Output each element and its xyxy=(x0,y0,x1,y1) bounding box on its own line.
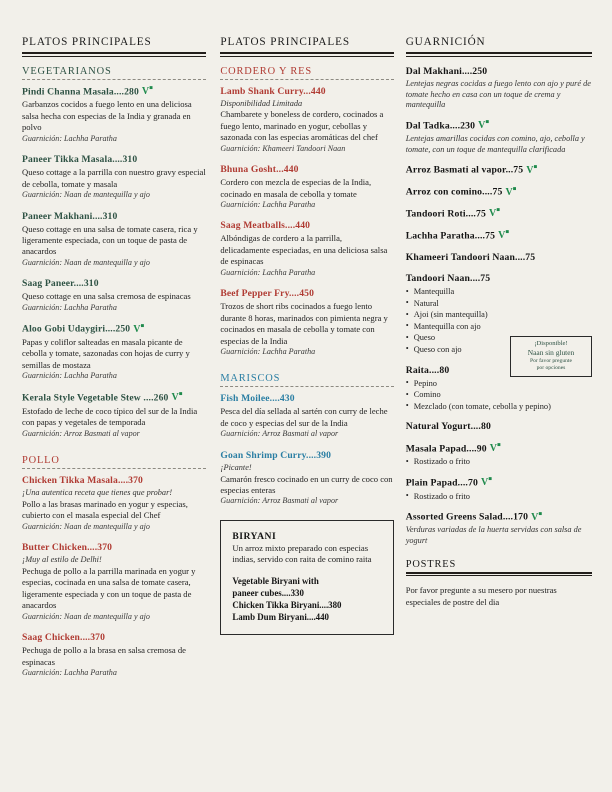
menu-item-name: Lamb Shank Curry...440 xyxy=(220,85,326,97)
menu-item-name: Paneer Tikka Masala....310 xyxy=(22,154,138,166)
menu-item-garnish: Guarnición: Lachha Paratha xyxy=(220,346,316,356)
menu-item-name: Khameeri Tandoori Naan....75 xyxy=(405,251,536,263)
menu-item-garnish: Guarnición: Naan de mantequilla y ajo xyxy=(22,611,150,621)
menu-item-garnish: Guarnición: Arroz Basmati al vapor xyxy=(22,428,140,438)
menu-item-description: Chambarete y boneless de cordero, cocinados a fuego lento, marinado en yogur, cebollas y sazonada con las especias aromáticas del chef xyxy=(220,109,384,143)
menu-item-name: Plain Papad....70 V■ xyxy=(405,477,492,489)
menu-item xyxy=(406,120,592,155)
gluten-free-callout xyxy=(510,336,592,377)
menu-item-garnish: Guarnición: Naan de mantequilla y ajo xyxy=(22,521,150,531)
header-rule xyxy=(22,52,206,57)
menu-item xyxy=(220,393,393,439)
menu-item-note: Disponibilidad Limitada xyxy=(220,98,303,108)
column-1-sections xyxy=(22,66,206,679)
menu-item-garnish: Guarnición: Lachha Paratha xyxy=(22,371,117,381)
menu-item-garnish: Guarnición: Naan de mantequilla y ajo xyxy=(22,190,150,200)
callout-line-1: ¡Disponible! xyxy=(534,340,568,347)
menu-item-note: ¡Muy al estilo de Delhi! xyxy=(22,555,102,565)
option-item: • Rostizado o frito xyxy=(406,456,592,468)
menu-item-name: Lachha Paratha....75 V■ xyxy=(405,229,509,242)
option-item: • Mantequilla con ajo xyxy=(406,321,592,333)
postres-text: Por favor pregunte a su mesero por nuestras especiales de postre del dia xyxy=(405,585,557,607)
menu-item xyxy=(406,66,592,111)
menu-item xyxy=(22,154,206,200)
menu-item-name: Aloo Gobi Udaygiri....250 V■ xyxy=(22,323,145,335)
menu-item-description: Camarón fresco cocinado en un curry de coco con especias enteras xyxy=(220,473,393,495)
column-main-dishes-veg-chicken xyxy=(22,36,220,688)
menu-item-description: Pesca del día sellada al sartén con curry de leche de coco y especias del sur de la India xyxy=(220,406,388,428)
menu-item-name: Arroz con comino....75 V■ xyxy=(405,186,517,198)
menu-item xyxy=(406,208,592,221)
menu-item-garnish: Guarnición: Lachha Paratha xyxy=(22,133,117,143)
menu-columns xyxy=(22,36,592,688)
vegetarian-icon: V■ xyxy=(531,511,542,523)
biryani-title: BIRYANI xyxy=(232,530,277,542)
option-item: • Rostizado o frito xyxy=(406,491,592,503)
menu-item-garnish: Guarnición: Lachha Paratha xyxy=(22,667,117,677)
menu-item-note: Verduras variadas de la huerta servidas con salsa de yogurt xyxy=(405,525,582,546)
option-item: • Ajoi (sin mantequilla) xyxy=(406,309,592,321)
header-rule xyxy=(406,52,592,57)
menu-item-note: Lentejas negras cocidas a fuego lento con ajo y puré de tomate hecho en casa con un toque de crema y mantequilla xyxy=(405,78,591,110)
option-item: • Pepino xyxy=(406,378,592,390)
vegetarian-icon: V■ xyxy=(171,391,183,404)
menu-item-description: Queso cottage en una salsa de tomate casera, rica y ligeramente especiada, con un toque de pasta de anacardos xyxy=(22,223,198,257)
biryani-description: Un arroz mixto preparado con especias indias, servido con raita de comino raita xyxy=(232,542,372,565)
menu-item xyxy=(22,211,206,269)
column-3-header: GUARNICIÓN xyxy=(405,36,486,48)
option-item: • Queso xyxy=(406,332,592,344)
menu-item-name: Chicken Tikka Masala....370 xyxy=(22,475,143,487)
postres-header: POSTRES xyxy=(405,558,457,570)
menu-item-name: Natural Yogurt....80 xyxy=(405,421,491,433)
menu-item xyxy=(406,164,592,177)
menu-item-name: Pindi Channa Masala....280 V■ xyxy=(22,85,153,97)
column-2-header: PLATOS PRINCIPALES xyxy=(220,36,350,48)
menu-item xyxy=(220,220,393,278)
menu-item-description: Queso cottage a la parrilla con nuestro gravy especial de cebolla, tomate y masala xyxy=(22,167,206,189)
vegetarian-icon: V■ xyxy=(133,323,145,335)
menu-item xyxy=(22,278,206,313)
menu-item-name: Paneer Makhani....310 xyxy=(22,210,118,222)
menu-item-garnish: Guarnición: Naan de mantequilla y ajo xyxy=(22,257,150,267)
menu-item xyxy=(220,450,393,507)
menu-item xyxy=(406,186,592,199)
menu-item-garnish: Guarnición: Khameeri Tandoori Naan xyxy=(220,143,346,153)
menu-item-name: Tandoori Naan....75 xyxy=(405,272,491,284)
column-2-sections xyxy=(220,66,393,507)
menu-item-garnish: Guarnición: Lachha Paratha xyxy=(22,302,117,312)
menu-item xyxy=(22,86,206,145)
menu-item-name: Masala Papad....90 V■ xyxy=(405,442,501,454)
menu-item-name: Beef Pepper Fry....450 xyxy=(220,288,315,300)
option-item: • Queso con ajo xyxy=(406,344,592,356)
menu-item-description: Papas y coliflor salteadas en masala picante de cebolla y tomate, sazonadas con hojas de curry y semillas de mostaza xyxy=(22,337,190,370)
menu-item xyxy=(22,323,206,382)
biryani-item: Chicken Tikka Biryani....380 xyxy=(232,600,342,611)
menu-item-garnish: Guarnición: Lachha Paratha xyxy=(220,199,316,209)
menu-item xyxy=(406,252,592,264)
menu-item xyxy=(406,421,592,433)
menu-item xyxy=(22,632,206,678)
menu-item-options xyxy=(406,491,592,503)
menu-item-description: Albóndigas de cordero a la parrilla, delicadamente especiadas, en una deliciosa salsa de espinacas xyxy=(220,233,388,267)
column-main-dishes-meat-seafood xyxy=(220,36,405,635)
menu-item-options xyxy=(406,378,592,413)
menu-item xyxy=(220,86,393,155)
menu-item xyxy=(220,288,393,357)
section-header: MARISCOS xyxy=(220,373,281,385)
menu-item xyxy=(220,164,393,210)
biryani-item: paneer cubes....330 xyxy=(232,588,304,599)
menu-item-options xyxy=(406,456,592,468)
vegetarian-icon: V■ xyxy=(141,85,153,97)
callout-line-2: Naan sin gluten xyxy=(527,348,575,358)
vegetarian-icon: V■ xyxy=(498,229,509,242)
menu-item-name: Kerala Style Vegetable Stew ....260 V■ xyxy=(22,391,183,404)
menu-item-name: Tandoori Roti....75 V■ xyxy=(405,208,500,220)
menu-item-name: Fish Moilee....430 xyxy=(220,393,295,405)
callout-line-4: por opciones xyxy=(536,364,566,371)
menu-item-garnish: Guarnición: Lachha Paratha xyxy=(220,267,316,277)
sides-item-list xyxy=(406,66,592,547)
vegetarian-icon: V■ xyxy=(505,186,517,198)
menu-item-name: Saag Paneer....310 xyxy=(22,278,99,290)
menu-item-name: Dal Tadka....230 V■ xyxy=(405,120,489,132)
section-header: POLLO xyxy=(22,455,60,467)
menu-item-name: Raita....80 xyxy=(405,364,450,376)
menu-item xyxy=(22,542,206,622)
vegetarian-icon: V■ xyxy=(489,442,501,454)
menu-item-note: ¡Una autentica receta que tienes que probar! xyxy=(22,488,173,498)
menu-item-description: Pechuga de pollo a la brasa en salsa cremosa de espinacas xyxy=(22,645,186,667)
menu-item-name: Goan Shrimp Curry....390 xyxy=(220,449,332,461)
vegetarian-icon: V■ xyxy=(480,477,492,489)
menu-item-description: Trozos de short ribs cocinados a fuego lento durante 8 horas, marinados con pimienta negra y cocinados en masala de cebolla y tomate con especias de la India xyxy=(220,301,388,346)
menu-item-description: Pollo a las brasas marinado en yogur y especias, cubierto con el masala especial del Chef xyxy=(22,498,188,521)
menu-item-name: Dal Makhani....250 xyxy=(405,65,488,77)
menu-item-description: Queso cottage en una salsa cremosa de espinacas xyxy=(22,291,191,302)
menu-item-description: Estofado de leche de coco típico del sur de la India con papas y vegetales de temporada xyxy=(22,405,198,428)
menu-item-note: Lentejas amarillas cocidas con comino, ajo, cebolla y tomate, con un toque de mantequilla clarificada xyxy=(405,133,585,154)
postres-rule xyxy=(406,572,592,577)
menu-item-name: Butter Chicken....370 xyxy=(22,542,113,554)
option-item: • Mantequilla xyxy=(406,286,592,298)
menu-item-name: Arroz Basmati al vapor...75 V■ xyxy=(405,164,538,176)
menu-item xyxy=(22,392,206,439)
menu-item xyxy=(406,477,592,502)
menu-item-name: Bhuna Gosht...440 xyxy=(220,164,299,176)
menu-item-description: Garbanzos cocidos a fuego lento en una deliciosa salsa hecha con especias de la India y granada en polvo xyxy=(22,99,192,133)
vegetarian-icon: V■ xyxy=(478,120,489,132)
option-item: • Natural xyxy=(406,298,592,310)
menu-item xyxy=(406,230,592,243)
menu-item xyxy=(406,511,592,546)
section-divider xyxy=(220,79,393,80)
menu-item-description: Cordero con mezcla de especias de la India, cocinado en masala de cebolla y tomate xyxy=(220,177,372,199)
option-item: • Comino xyxy=(406,389,592,401)
section-header: CORDERO Y RES xyxy=(220,65,313,77)
section-divider xyxy=(220,386,393,387)
menu-item-name: Saag Meatballs....440 xyxy=(220,220,311,232)
section-divider xyxy=(22,79,206,80)
biryani-item: Vegetable Biryani with xyxy=(232,576,319,587)
option-item: • Mezclado (con tomate, cebolla y pepino) xyxy=(406,401,592,413)
section-divider xyxy=(22,468,206,469)
biryani-box xyxy=(220,520,393,635)
menu-item-description: Pechuga de pollo a la parrilla marinada en yogur y especias, cocinada en una salsa de tomate casera, ligeramente especiada y con un toque de pasta de anacardos xyxy=(22,565,196,611)
column-sides xyxy=(406,36,592,608)
callout-line-3: Por favor pregunte xyxy=(530,357,572,364)
column-1-header: PLATOS PRINCIPALES xyxy=(22,36,152,48)
vegetarian-icon: V■ xyxy=(526,164,538,176)
menu-item-note: ¡Picante! xyxy=(220,462,252,472)
biryani-item: Lamb Dum Biryani....440 xyxy=(232,612,329,623)
biryani-item-list xyxy=(232,575,381,623)
menu-item-name: Assorted Greens Salad....170 V■ xyxy=(405,511,542,523)
menu-item xyxy=(22,475,206,532)
section-header: VEGETARIANOS xyxy=(22,65,112,77)
menu-item-garnish: Guarnición: Arroz Basmati al vapor xyxy=(220,429,339,439)
vegetarian-icon: V■ xyxy=(488,208,500,220)
menu-item-name: Saag Chicken....370 xyxy=(22,632,106,644)
menu-item-garnish: Guarnición: Arroz Basmati al vapor xyxy=(220,496,339,506)
header-rule xyxy=(220,52,393,57)
menu-item xyxy=(406,443,592,468)
